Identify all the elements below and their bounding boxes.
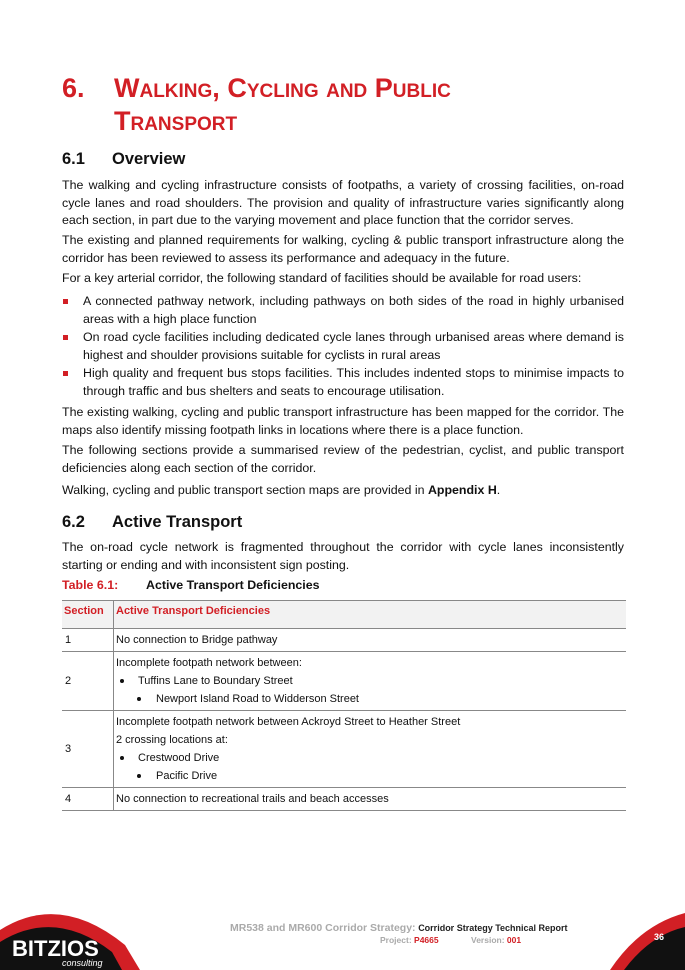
- table-row: [62, 711, 626, 788]
- table-header-row: [62, 601, 626, 629]
- footer-doc-title: MR538 and MR600 Corridor Strategy:: [230, 922, 416, 934]
- paragraph: Walking, cycling and public transport section maps are provided in Appendix H.: [62, 483, 501, 497]
- bullet-dot-icon: [137, 697, 141, 701]
- bullet-square-icon: [63, 335, 68, 340]
- version-value: 001: [506, 935, 522, 945]
- paragraph: The walking and cycling infrastructure consists of footpaths, a variety of crossing facilities, on-road cycle lanes and road shoulders. The provision and quality of infrastructure varies significantly along each section, in part due to the varying movement and place function that the corridor serves.: [62, 178, 624, 228]
- section-title: Overview: [112, 150, 186, 168]
- deficiency-cell: Incomplete footpath network between Ackroyd Street to Heather Street 2 crossing locations at: Crestwood Drive Pacific Drive: [114, 711, 627, 788]
- deficiency-cell: Incomplete footpath network between: Tuffins Lane to Boundary Street Newport Island Road to Widderson Street: [114, 652, 627, 711]
- table-row: [62, 629, 626, 652]
- bitzios-logo: [0, 900, 150, 970]
- paragraph: The on-road cycle network is fragmented throughout the corridor with cycle lanes inconsistently starting or ending and with inconsistent sign posting.: [62, 540, 624, 572]
- section-heading-active-transport: [62, 513, 242, 532]
- section-number: 6.2: [62, 513, 85, 531]
- deficiency-cell: No connection to recreational trails and beach accesses: [114, 788, 627, 811]
- column-header: Section: [62, 601, 114, 629]
- bullet-dot-icon: [137, 774, 141, 778]
- section-cell: 2: [62, 652, 114, 711]
- table-label: Table 6.1:: [62, 578, 119, 592]
- list-item: Crestwood Drive: [116, 749, 624, 767]
- table-row: [62, 652, 626, 711]
- chapter-title-line1: Walking, Cycling and Public: [114, 73, 451, 103]
- chapter-number: 6.: [62, 73, 85, 103]
- page-corner-shape: [610, 905, 685, 970]
- logo-subtext: consulting: [62, 958, 103, 968]
- list-item: High quality and frequent bus stops facilities. This includes indented stops to minimise impacts to through traffic and bus shelters and seats to encourage utilisation.: [62, 365, 624, 400]
- deficiencies-table: [62, 600, 626, 811]
- list-item: On road cycle facilities including dedicated cycle lanes through urbanised areas where demand is highest and shoulder provisions suitable for cyclists in rural areas: [62, 329, 624, 364]
- list-item: A connected pathway network, including pathways on both sides of the road in highly urbanised areas with a high place function: [62, 293, 624, 328]
- paragraph: For a key arterial corridor, the following standard of facilities should be available for road users:: [62, 271, 582, 285]
- list-item: Tuffins Lane to Boundary Street: [116, 672, 624, 690]
- list-item: Newport Island Road to Widderson Street: [116, 690, 624, 708]
- version-label: Version:: [471, 935, 505, 945]
- section-cell: 1: [62, 629, 114, 652]
- paragraph: The following sections provide a summarised review of the pedestrian, cyclist, and public transport deficiencies along each section of the corridor.: [62, 443, 624, 475]
- bullet-dot-icon: [120, 679, 124, 683]
- section-cell: 4: [62, 788, 114, 811]
- bullet-square-icon: [63, 371, 68, 376]
- project-value: P4665: [414, 935, 439, 945]
- section-heading-overview: [62, 150, 185, 169]
- column-header: Active Transport Deficiencies: [114, 601, 627, 629]
- section-number: 6.1: [62, 150, 85, 168]
- footer-doc-subtitle: Corridor Strategy Technical Report: [418, 923, 568, 933]
- table-row: [62, 788, 626, 811]
- paragraph: The existing walking, cycling and public transport infrastructure has been mapped for the corridor. The maps also identify missing footpath links in locations where there is a place function.: [62, 405, 624, 437]
- bullet-dot-icon: [120, 756, 124, 760]
- section-title: Active Transport: [112, 513, 243, 531]
- facility-list: [62, 293, 624, 402]
- table-caption: [62, 578, 320, 592]
- logo-text: BITZIOS: [12, 936, 99, 961]
- bullet-square-icon: [63, 299, 68, 304]
- project-label: Project:: [380, 935, 412, 945]
- list-item: Pacific Drive: [116, 767, 624, 785]
- section-cell: 3: [62, 711, 114, 788]
- page-number: 36: [654, 932, 665, 942]
- appendix-reference: Appendix H: [427, 483, 497, 497]
- paragraph: The existing and planned requirements for walking, cycling & public transport infrastructure along the corridor has been reviewed to assess its performance and adequacy in the future.: [62, 233, 624, 265]
- deficiency-cell: No connection to Bridge pathway: [114, 629, 627, 652]
- chapter-title-line2: Transport: [114, 106, 238, 136]
- table-title: Active Transport Deficiencies: [146, 578, 320, 592]
